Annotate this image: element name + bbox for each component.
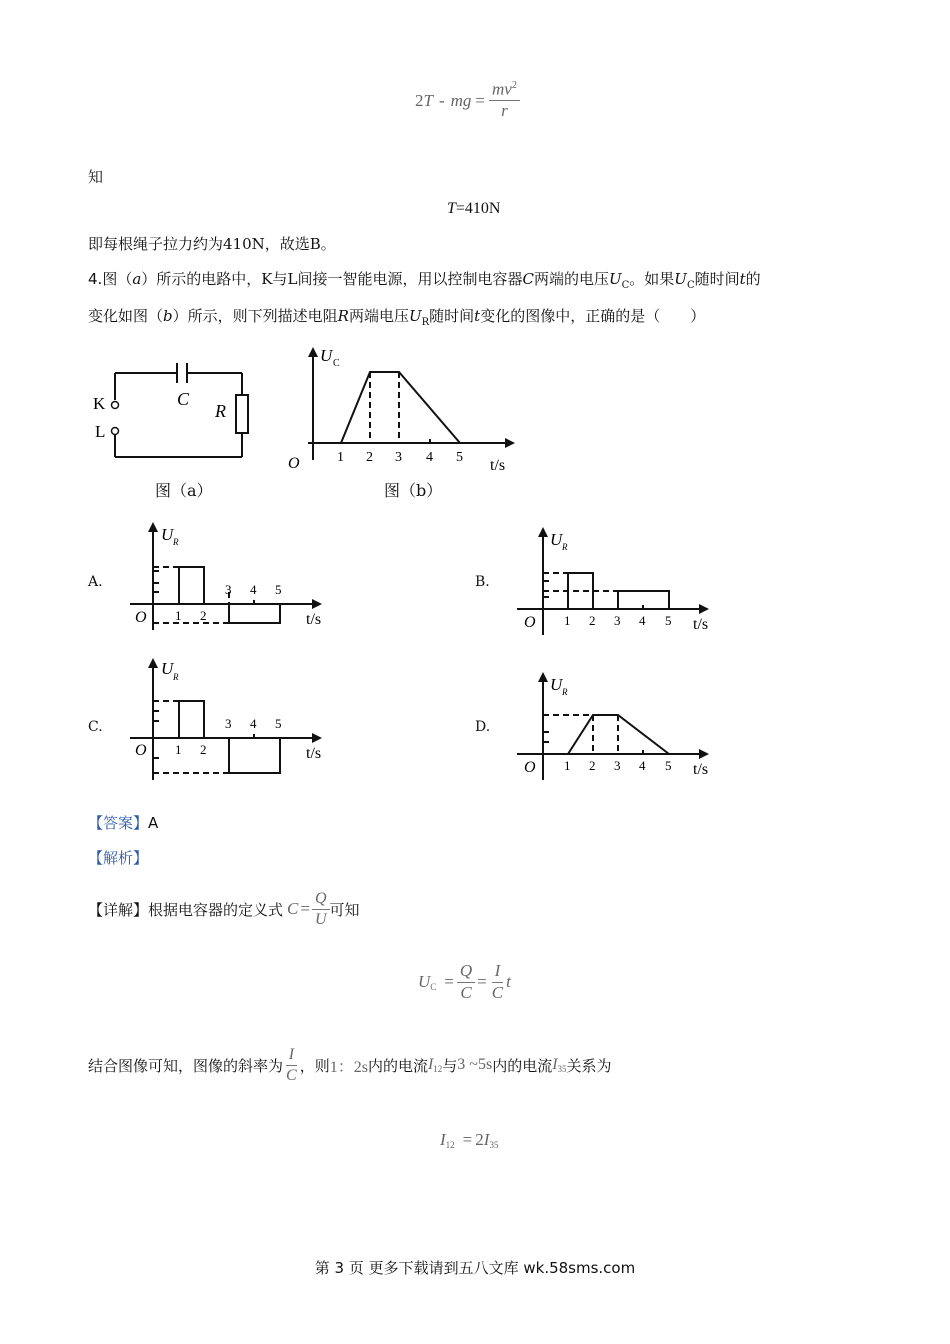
q-text: 的 [745,270,761,288]
eq4-sub35: 35 [489,1140,499,1150]
slope-p4: 与 [442,1056,458,1075]
page-footer: 第 3 页 更多下载请到五八文库 wk.58sms.com [314,1259,636,1277]
label-r: R [215,401,226,421]
x-axis-label: t/s [306,745,322,762]
origin-label: O [524,759,536,776]
q-var-b: b [163,307,173,325]
q-text: 随时间 [694,270,740,288]
label-c: C [177,389,190,409]
question-number: 4. [88,270,103,288]
y-label-sub: R [562,542,568,552]
equation-T [447,200,500,218]
ur-segment-1-2 [179,567,204,604]
option-c-graph [130,658,335,783]
eq1-den: r [501,101,508,121]
analysis-tag: 【解析】 [88,849,149,867]
question-line-2 [88,305,705,328]
y-axis-arrow [538,527,548,537]
y-axis-arrow [538,672,548,682]
y-label-sub: R [562,687,568,697]
eq4-I: I [440,1130,446,1149]
slope-sub35: 35 [557,1064,567,1075]
tick-label: 4 [639,758,646,773]
option-d-label: D. [475,719,491,735]
terminal-k [112,402,119,409]
eq1-num: mv [492,79,512,99]
eq3-I: I [492,962,504,983]
tick-label: 5 [275,716,282,731]
caption-b: 图（b） [384,481,443,500]
x-axis-label: t/s [693,761,709,778]
detail-C: C [287,899,299,919]
detail-text: 根据电容器的定义式 [148,900,284,919]
tick-label: 2 [200,742,207,757]
y-label: U [550,675,563,694]
equation-tension [415,80,520,121]
conclusion-text: 即每根绳子拉力约为410N，故选B。 [88,235,336,253]
slope-p3: 内的电流 [367,1056,428,1075]
eq1-coef: 2 [415,90,424,110]
option-d-graph [517,672,722,784]
eq1-sup: 2 [511,80,517,91]
q-text: 两端电压 [348,307,409,325]
q-var-a: a [132,270,142,288]
slope-p5: 内的电流 [492,1056,553,1075]
x-axis-arrow [699,604,709,614]
q-var-t: t [474,307,481,325]
option-a-label: A. [88,574,103,590]
text-zhi: 知 [88,168,104,186]
option-b-label: B. [475,574,490,590]
tick-label: 1 [564,613,571,628]
slope-I: I [286,1046,297,1066]
y-label: U [550,530,563,549]
q-sub-C: C [621,280,630,291]
x-axis-arrow [312,599,322,609]
eq1-mg: mg [450,90,472,110]
eq1-fraction [489,80,520,121]
y-axis-arrow [148,658,158,668]
q-var-t: t [739,270,746,288]
x-axis-label: t/s [693,616,709,633]
option-c-label: C. [88,719,103,735]
eq3-C1: C [460,982,472,1002]
uc-curve [341,372,460,443]
resistor [236,395,248,433]
eq2-rest: =410N [455,200,501,217]
tick-label: 4 [250,716,257,731]
x-axis-arrow [312,733,322,743]
label-k: K [93,394,106,413]
equation-currents [440,1130,498,1150]
x-axis-arrow [505,438,515,448]
x-axis-label: t/s [306,611,322,628]
detail-line [88,890,360,928]
q-var-U: U [608,270,622,288]
tick-label: 5 [665,758,672,773]
q-text: 随时间 [429,307,475,325]
tick-label: 4 [426,450,433,465]
slope-p1: 结合图像可知，图像的斜率为 [88,1056,284,1075]
ur-segment-1-2 [568,573,593,609]
q-var-U: U [674,270,687,288]
answer-tag: 【答案】 [88,814,149,832]
y-label: U [161,525,174,544]
origin-label: O [288,455,300,472]
eq3-sub: C [430,982,437,993]
y-axis-arrow [148,522,158,532]
detail-eq: = [300,899,310,919]
detail-fraction [312,890,330,928]
y-label: U [161,659,174,678]
tick-label: 5 [665,613,672,628]
tick-label: 3 [395,450,402,465]
y-label: U [320,346,333,365]
option-a-graph [130,522,335,634]
tick-label: 1 [337,450,344,465]
answer-value: A [148,814,159,832]
tick-label: 2 [366,450,373,465]
eq1-minus: - [438,90,445,110]
tick-label: 5 [275,582,282,597]
slope-sub12: 12 [433,1064,443,1075]
eq3-U: U [418,972,431,992]
eq4-eq: = [462,1130,473,1149]
eq1-equals: = [475,90,486,110]
eq4-I2: I [483,1130,490,1149]
tick-label: 2 [589,613,596,628]
x-axis-label: t/s [490,457,506,474]
slope-p6: 关系为 [566,1056,612,1075]
tick-label: 2 [200,608,207,623]
eq4-sub12: 12 [445,1140,455,1150]
detail-U: U [314,910,327,928]
answer-line [88,812,158,833]
slope-range1: 1：2s [329,1058,368,1076]
eq3-t: t [506,972,511,992]
q-sub-R: R [421,317,430,328]
slope-line [88,1046,612,1084]
origin-label: O [135,742,147,759]
question-line-1 [88,268,761,291]
q-text: 两端的电压 [533,270,609,288]
q-text: 图（ [102,270,133,288]
slope-I35: I [552,1056,558,1074]
detail-tag: 【详解】 [88,900,149,919]
slope-range2: 3 ~5s [457,1056,493,1074]
caption-a: 图（a） [155,481,213,500]
origin-label: O [524,614,536,631]
label-l: L [95,422,106,441]
detail-Q: Q [312,890,330,910]
graph-uc [280,345,520,475]
slope-I12: I [427,1056,434,1074]
tick-label: 2 [589,758,596,773]
tick-label: 1 [175,608,182,623]
q-text: ）所示的电路中，K与L间接一智能电源，用以控制电容器 [141,270,523,288]
equation-uc [418,962,511,1002]
q-sub-C: C [686,280,695,291]
tick-label: 1 [175,742,182,757]
tick-label: 4 [250,582,257,597]
tick-label: 5 [456,450,463,465]
y-label-sub: C [333,358,340,369]
origin-label: O [135,609,147,626]
q-text: 变化如图（ [88,307,164,325]
eq3-eq2: = [477,972,487,992]
eq1-T: T [423,90,433,110]
ur-segment-3-5 [229,738,280,773]
eq3-frac2 [489,962,506,1002]
q-var-U: U [408,307,422,325]
y-label-sub: R [173,537,179,547]
eq3-Q: Q [457,962,475,983]
q-var-C: C [522,270,534,288]
q-var-R: R [337,307,349,325]
tick-label: 3 [614,758,621,773]
x-axis-arrow [699,749,709,759]
slope-fraction [283,1046,300,1084]
option-b-graph [517,527,722,639]
eq2-T: T [447,200,456,217]
tick-label: 3 [225,716,232,731]
tick-label: 1 [564,758,571,773]
detail-tail: 可知 [329,900,360,919]
terminal-l [112,428,119,435]
y-label-sub: R [173,672,179,682]
tick-label: 3 [614,613,621,628]
slope-C: C [286,1066,297,1084]
eq3-frac1 [457,962,475,1002]
eq4-two: 2 [475,1130,484,1149]
ur-segment-3-5 [229,604,280,623]
tick-label: 4 [639,613,646,628]
q-text: 。如果 [629,270,675,288]
eq3-eq1: = [444,972,454,992]
eq3-C2: C [491,982,504,1002]
q-text: ）所示，则下列描述电阻 [172,307,338,325]
tick-label: 3 [225,582,232,597]
ur-segment-1-2 [179,701,204,738]
q-text: 变化的图像中，正确的是（ ） [480,307,706,325]
y-axis-arrow [308,347,318,357]
slope-p2: ，则 [299,1056,330,1075]
